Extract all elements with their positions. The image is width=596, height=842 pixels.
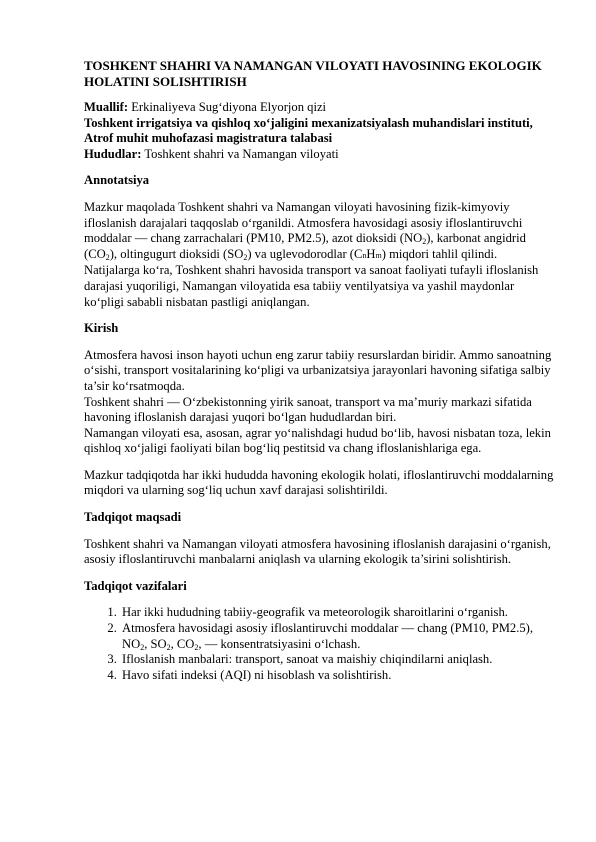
subscript: m: [375, 250, 382, 260]
list-item: 1. Har ikki hududning tabiiy-geografik va meteorologik sharoitlarini o‘rganish.: [120, 605, 556, 621]
abstract-text-3: ), oltingugurt dioksidi (SO: [109, 246, 244, 261]
regions-label: Hududlar:: [84, 146, 142, 161]
intro-heading: Kirish: [84, 321, 119, 336]
author-line: [84, 100, 556, 116]
subscript: 2: [422, 237, 427, 247]
intro-paragraph-3: Namangan viloyati esa, asosan, agrar yo‘nalishdagi hudud bo‘lib, havosi nisbatan toza, lekin qishloq xo‘jaligi faoliyati bilan bog‘liq pestitsid va chang ifloslanishlariga ega.: [84, 425, 551, 456]
list-item-text: , — konsentratsiyasini o‘lchash.: [198, 636, 361, 651]
intro-paragraph-2: Toshkent shahri — O‘zbekistonning yirik sanoat, transport va ma’muriy markazi sifatida havoning ifloslanish darajasi yuqori bo‘lgan hududlardan biri.: [84, 394, 532, 425]
institution: Toshkent irrigatsiya va qishloq xo‘jaligini mexanizatsiyalash muhandislari instituti, Atrof muhit muhofazasi magistratura talabasi: [84, 115, 533, 146]
abstract-text-6: ) miqdori tahlil qilindi. Natijalarga ko‘ra, Toshkent shahri havosida transport va sanoat faoliyati tufayli ifloslanish darajasi yuqoriligi, Namangan viloyatida esa tabiiy ventilyatsiya va yashil maydonlar ko‘pligi sababli nisbatan pastligi aniqlangan.: [84, 246, 539, 309]
abstract-text-2: ), karbonat angidrid (CO: [84, 231, 526, 261]
list-item-text: , CO: [170, 636, 195, 651]
abstract-heading: Annotatsiya: [84, 173, 150, 188]
subscript: n: [362, 250, 367, 260]
abstract-text-1: Mazkur maqolada Toshkent shahri va Namangan viloyati havosining fizik-kimyoviy ifloslanish darajalari taqqoslab o‘rganildi. Atmosfera havosidagi asosiy ifloslantiruvchi moddalar — chang zarrachalari (PM10, PM2.5), azot dioksidi (NO: [84, 199, 523, 246]
intro-paragraph-1: Atmosfera havosi inson hayoti uchun eng zarur tabiiy resurslardan biridir. Ammo sanoatning o‘sishi, transport vositalarining ko‘pligi va urbanizatsiya jarayonlari havoning sifatiga salbiy ta’sir ko‘rsatmoqda.: [84, 347, 552, 393]
intro-paragraph-4: Mazkur tadqiqotda har ikki hududda havoning ekologik holati, ifloslantiruvchi moddalarning miqdori va ularning sog‘liq uchun xavf darajasi solishtirildi.: [84, 467, 554, 498]
author-name: Erkinaliyeva Sug‘diyona Elyorjon qizi: [131, 100, 327, 114]
tasks-heading: Tadqiqot vazifalari: [84, 578, 187, 593]
regions-line: [84, 147, 556, 163]
list-item-text: , SO: [144, 636, 167, 651]
list-item: [120, 621, 556, 652]
subscript: 2: [105, 252, 110, 262]
paper-meta: [84, 100, 556, 162]
regions: Toshkent shahri va Namangan viloyati: [144, 146, 339, 161]
abstract-text-4: ) va uglevodorodlar (C: [247, 246, 363, 261]
subscript: 2: [166, 642, 171, 652]
abstract-paragraph: [84, 200, 556, 310]
tasks-list: [84, 605, 556, 683]
institution-line: [84, 116, 556, 147]
subscript: 2: [140, 642, 145, 652]
aim-heading: Tadqiqot maqsadi: [84, 510, 182, 525]
aim-paragraph: Toshkent shahri va Namangan viloyati atmosfera havosining ifloslanish darajasini o‘rganish, asosiy ifloslantiruvchi manbalarni aniqlash va ularning ekologik ta’sirini solishtirish.: [84, 536, 551, 567]
author-label: Muallif:: [84, 100, 129, 114]
list-item: 3. Ifloslanish manbalari: transport, sanoat va maishiy chiqindilarni aniqlash.: [120, 652, 556, 668]
paper-title: TOSHKENT SHAHRI VA NAMANGAN VILOYATI HAVOSINING EKOLOGIK HOLATINI SOLISHTIRISH: [84, 58, 542, 89]
list-item-text: Atmosfera havosidagi asosiy ifloslantiruvchi moddalar — chang (PM10, PM2.5), NO: [122, 621, 533, 651]
list-item: 4. Havo sifati indeksi (AQI) ni hisoblash va solishtirish.: [120, 668, 556, 684]
abstract-text-5: H: [366, 246, 376, 261]
subscript: 2: [243, 252, 248, 262]
subscript: 2: [194, 642, 199, 652]
